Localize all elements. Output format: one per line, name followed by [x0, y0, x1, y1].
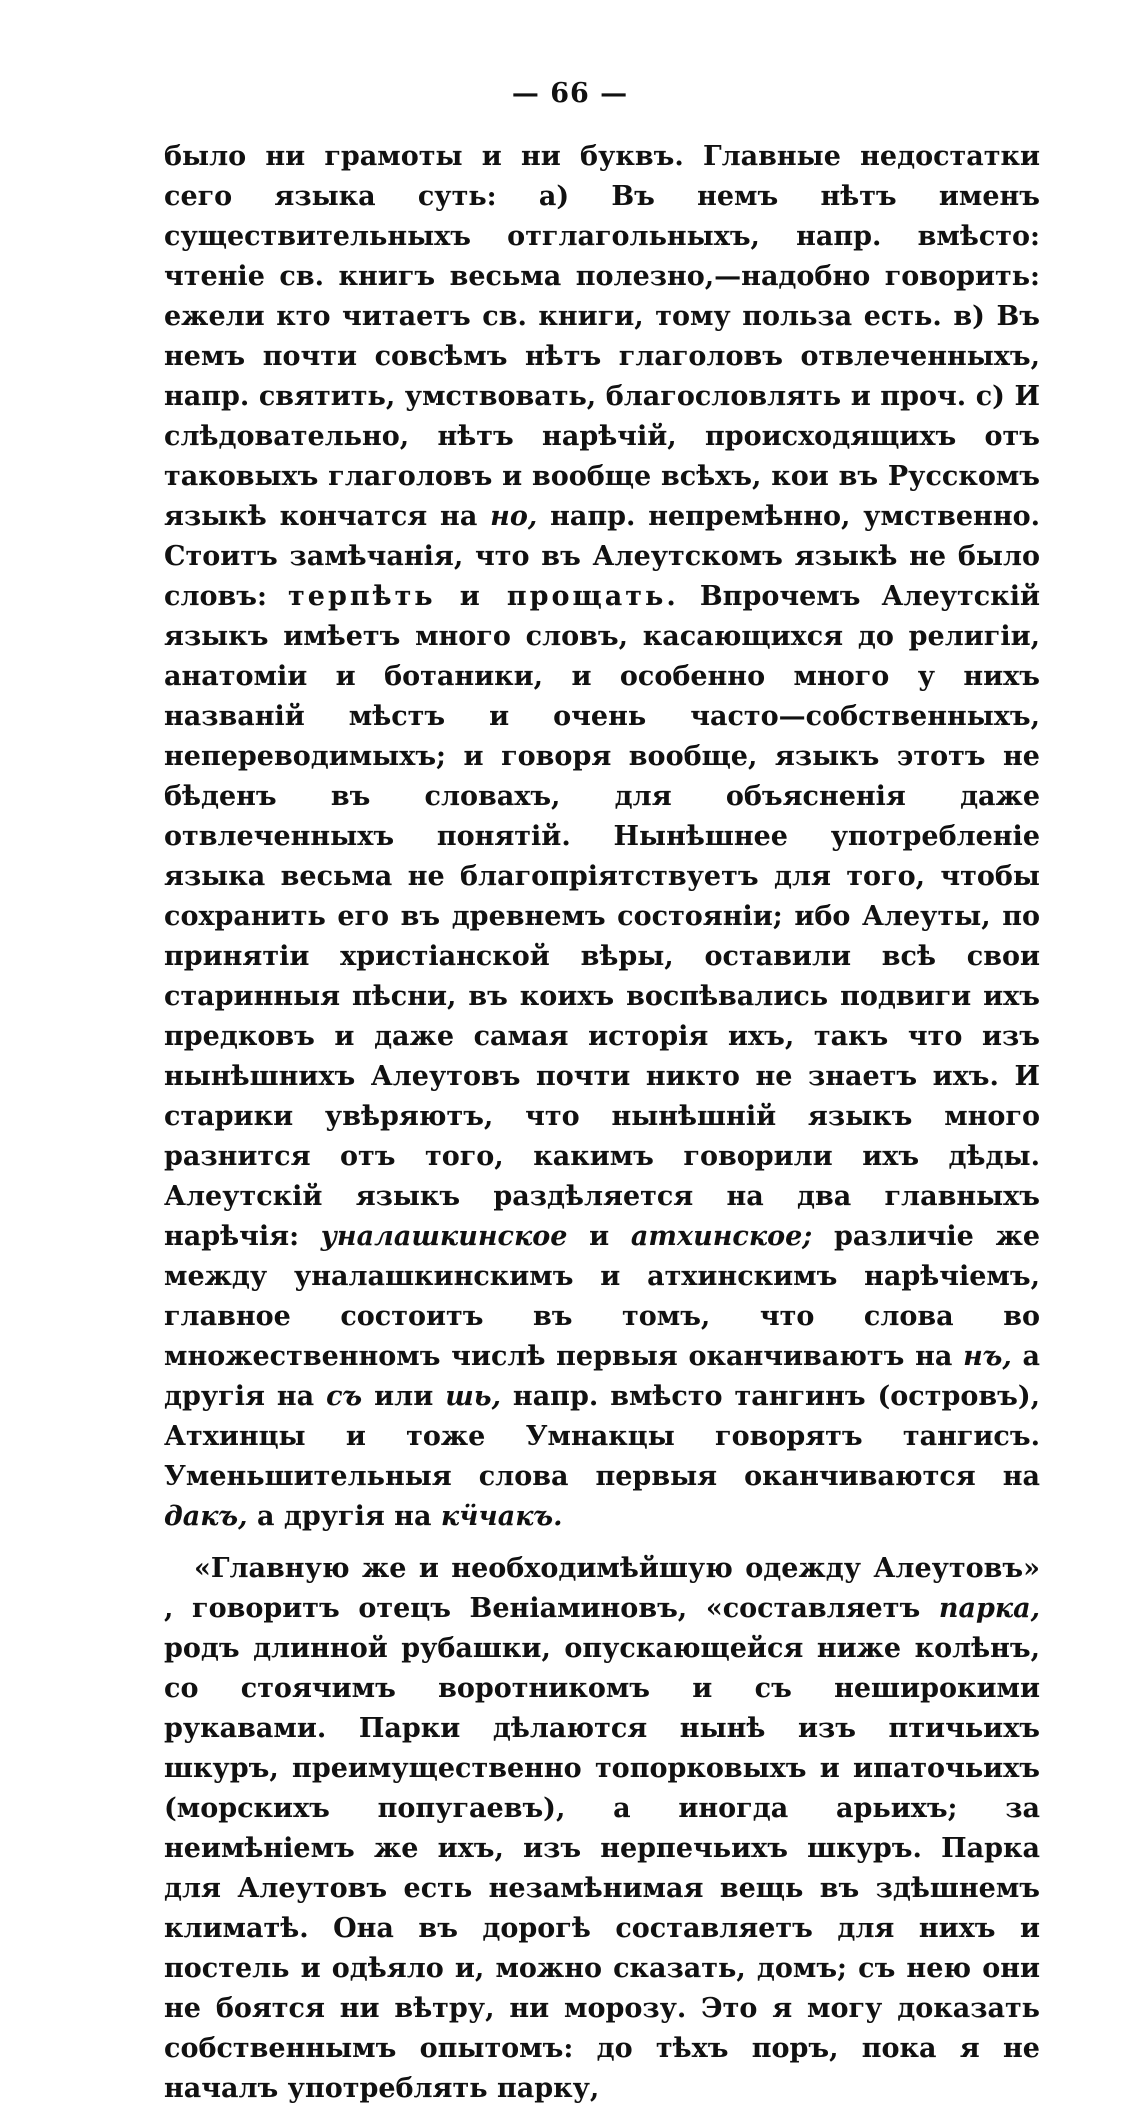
italic-run: съ [326, 1381, 363, 1412]
spaced-run: терпѣть и прощать. [288, 581, 679, 612]
text-run: а другія на [247, 1501, 441, 1532]
body-text [164, 137, 1040, 2109]
page-number: — 66 — [511, 78, 629, 109]
text-run: и [567, 1221, 631, 1252]
text-run: «Главную же и необходимѣйшую одежду Алеутовъ» , говоритъ отецъ Веніаминовъ, «составляетъ [164, 1553, 1040, 1624]
text-run: различіе же между уналашкинскимъ и атхинскимъ нарѣчіемъ, главное состоитъ въ томъ, что слова во множественномъ числѣ первыя оканчиваютъ на [164, 1221, 1041, 1372]
italic-run: нъ, [963, 1341, 1012, 1372]
italic-run: атхинское; [630, 1221, 813, 1252]
italic-run: шь, [445, 1381, 501, 1412]
italic-run: парка, [938, 1593, 1040, 1624]
paragraph-1 [164, 137, 1040, 1537]
italic-run: дакъ, [164, 1501, 248, 1532]
text-run: было ни грамоты и ни буквъ. Главные недостатки сего языка суть: а) Въ немъ нѣтъ именъ существительныхъ отглагольныхъ, напр. вмѣсто: чтеніе св. книгъ весьма полезно,—надобно говорить: ежели кто читаетъ св. книги, тому польза есть. в) Въ немъ почти совсѣмъ нѣтъ глаголовъ отвлеченныхъ, напр. святить, умствовать, благословлять и проч. с) И слѣдовательно, нѣтъ нарѣчій, происходящихъ отъ таковыхъ глаголовъ и вообще всѣхъ, кои въ Русскомъ языкѣ кончатся на [164, 141, 1040, 532]
text-run: или [362, 1381, 446, 1412]
text-run: напр. вмѣсто тангинъ (островъ), Атхинцы и тоже Умнакцы говорятъ тангисъ. Уменьшительныя слова первыя оканчиваются на [164, 1381, 1041, 1492]
italic-run: кӵчакъ. [440, 1501, 563, 1532]
italic-run: но, [490, 501, 538, 532]
text-run: Впрочемъ Алеутскій языкъ имѣетъ много словъ, касающихся до религіи, анатоміи и ботаники, и особенно много у нихъ названій мѣстъ и очень часто—собственныхъ, непереводимыхъ; и говоря вообще, языкъ этотъ не бѣденъ въ словахъ, для объясненія даже отвлеченныхъ понятій. Нынѣшнее употребленіе языка весьма не благопріятствуетъ для того, чтобы сохранить его въ древнемъ состояніи; ибо Алеуты, по принятіи христіанской вѣры, оставили всѣ свои старинныя пѣсни, въ коихъ воспѣвались подвиги ихъ предковъ и даже самая исторія ихъ, такъ что изъ нынѣшнихъ Алеутовъ почти никто не знаетъ ихъ. И старики увѣряютъ, что нынѣшній языкъ много разнится отъ того, какимъ говорили ихъ дѣды. Алеутскій языкъ раздѣляется на два главныхъ нарѣчія: [164, 581, 1040, 1252]
text-run: напр. непремѣнно, умственно. Стоитъ замѣчанія, что въ Алеутскомъ языкѣ не было словъ: [164, 501, 1040, 612]
italic-run: уналашкинское [320, 1221, 568, 1252]
text-run: родъ длинной рубашки, опускающейся ниже колѣнъ, со стоячимъ воротникомъ и съ неширокими рукавами. Парки дѣлаются нынѣ изъ птичьихъ шкуръ, преимущественно топорковыхъ и ипаточьихъ (морскихъ попугаевъ), а иногда арьихъ; за неимѣніемъ же ихъ, изъ нерпечьихъ шкуръ. Парка для Алеутовъ есть незамѣнимая вещь въ здѣшнемъ климатѣ. Она въ дорогѣ составляетъ для нихъ и постель и одѣяло и, можно сказать, домъ; съ нею они не боятся ни вѣтру, ни морозу. Это я могу доказать собственнымъ опытомъ: до тѣхъ поръ, пока я не началъ употреблять парку, [164, 1633, 1040, 2104]
text-run: а другія на [164, 1341, 1040, 1412]
paragraph-2 [164, 1549, 1040, 2109]
